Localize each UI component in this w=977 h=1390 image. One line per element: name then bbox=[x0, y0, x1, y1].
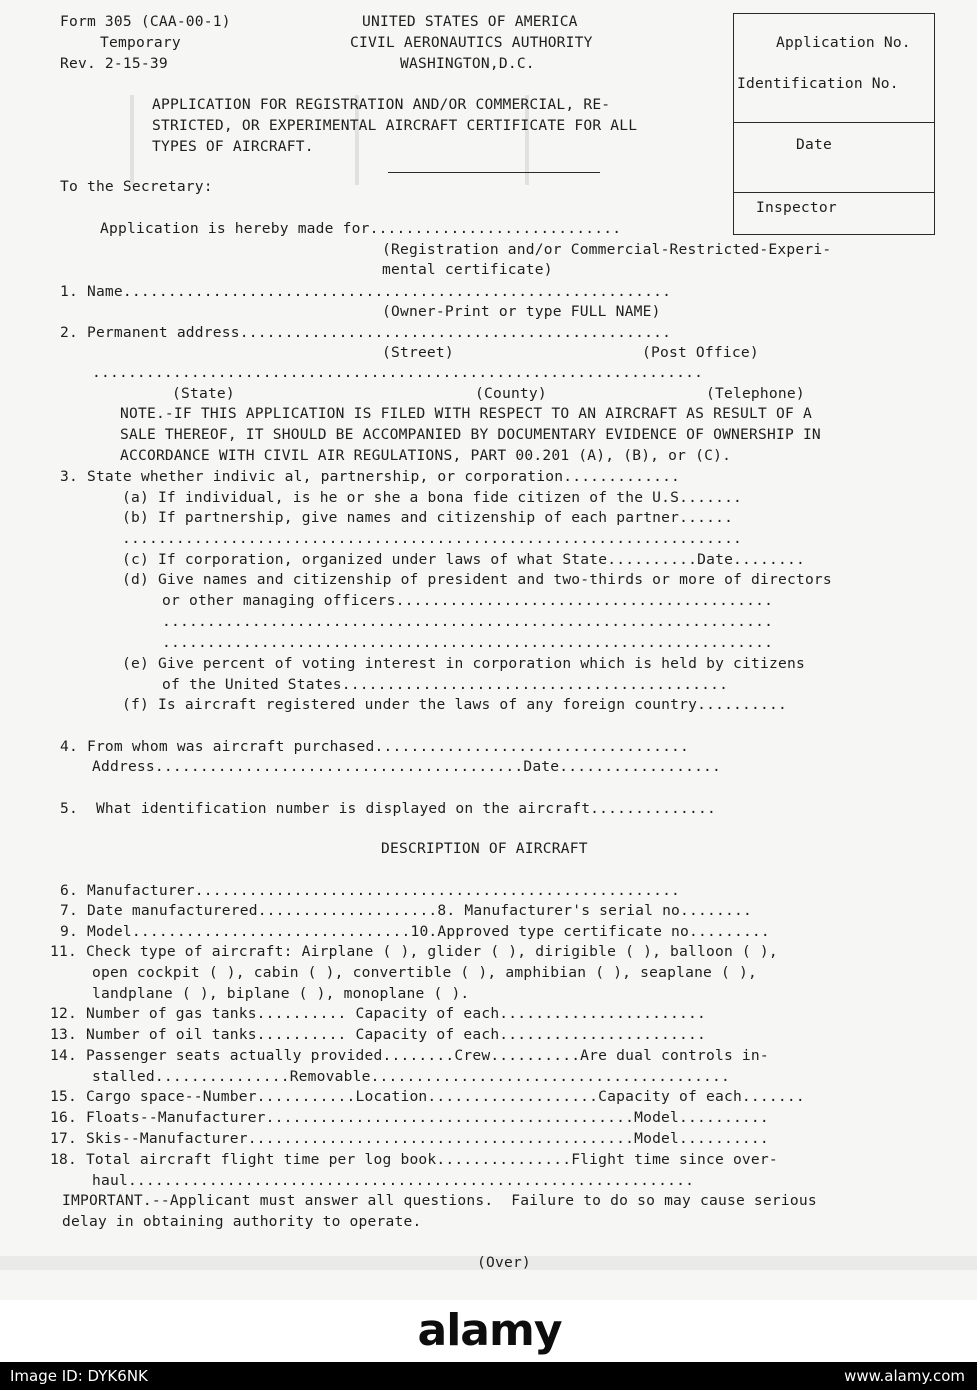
q3d-line-1: (d) Give names and citizenship of president and two-thirds or more of directors bbox=[122, 571, 832, 588]
date-manufactured-field[interactable]: 7. Date manufacturered....................8. Manufacturer's serial no........ bbox=[60, 902, 752, 919]
title-underline bbox=[388, 172, 600, 173]
name-hint: (Owner-Print or type FULL NAME) bbox=[382, 303, 661, 320]
telephone-hint: (Telephone) bbox=[706, 385, 805, 402]
form-title-line-3: TYPES OF AIRCRAFT. bbox=[152, 138, 314, 155]
application-for-hint-1: (Registration and/or Commercial-Restricted-Experi- bbox=[382, 241, 832, 258]
form-status: Temporary bbox=[100, 34, 181, 51]
note-line-1: NOTE.-IF THIS APPLICATION IS FILED WITH RESPECT TO AN AIRCRAFT AS RESULT OF A bbox=[120, 405, 812, 422]
purchased-from-field[interactable]: 4. From whom was aircraft purchased................................... bbox=[60, 738, 690, 755]
county-hint: (County) bbox=[475, 385, 547, 402]
permanent-address-field[interactable]: 2. Permanent address................................................ bbox=[60, 324, 672, 341]
aircraft-type-line-3[interactable]: landplane ( ), biplane ( ), monoplane ( ). bbox=[92, 985, 470, 1002]
name-field[interactable]: 1. Name............................................................. bbox=[60, 283, 672, 300]
q3c-corporation-field[interactable]: (c) If corporation, organized under laws of what State..........Date........ bbox=[122, 551, 805, 568]
dual-controls-field[interactable]: stalled...............Removable........................................ bbox=[92, 1068, 731, 1085]
agency-line-1: UNITED STATES OF AMERICA bbox=[362, 13, 578, 30]
form-title-line-1: APPLICATION FOR REGISTRATION AND/OR COMMERCIAL, RE- bbox=[152, 96, 611, 113]
seller-address-field[interactable]: Address.........................................Date.................. bbox=[92, 758, 722, 775]
note-line-3: ACCORDANCE WITH CIVIL AIR REGULATIONS, PART 00.201 (A), (B), or (C). bbox=[120, 447, 732, 464]
q3d-blank-line-1[interactable]: .................................................................... bbox=[162, 613, 774, 630]
form-revision: Rev. 2-15-39 bbox=[60, 55, 168, 72]
description-heading: DESCRIPTION OF AIRCRAFT bbox=[381, 840, 588, 857]
identification-number-field[interactable]: 5. What identification number is displayed on the aircraft.............. bbox=[60, 800, 716, 817]
agency-line-3: WASHINGTON,D.C. bbox=[400, 55, 535, 72]
q3f-foreign-field[interactable]: (f) Is aircraft registered under the laws of any foreign country.......... bbox=[122, 696, 787, 713]
form-number: Form 305 (CAA-00-1) bbox=[60, 13, 231, 30]
salutation: To the Secretary: bbox=[60, 178, 213, 195]
important-line-2: delay in obtaining authority to operate. bbox=[62, 1213, 422, 1230]
application-no-label: Application No. bbox=[776, 34, 911, 51]
image-id-label: Image ID: DYK6NK bbox=[10, 1367, 148, 1385]
overhaul-time-field[interactable]: haul............................................................... bbox=[92, 1172, 695, 1189]
note-line-2: SALE THEREOF, IT SHOULD BE ACCOMPANIED BY DOCUMENTARY EVIDENCE OF OWNERSHIP IN bbox=[120, 426, 821, 443]
state-hint: (State) bbox=[172, 385, 235, 402]
cargo-space-field[interactable]: 15. Cargo space--Number...........Location...................Capacity of each....... bbox=[50, 1088, 805, 1105]
manufacturer-field[interactable]: 6. Manufacturer...................................................... bbox=[60, 882, 681, 899]
q3e-line-1: (e) Give percent of voting interest in corporation which is held by citizens bbox=[122, 655, 805, 672]
over-label: (Over) bbox=[477, 1254, 531, 1271]
site-url: www.alamy.com bbox=[844, 1367, 965, 1385]
post-office-hint: (Post Office) bbox=[642, 344, 759, 361]
inspector-label: Inspector bbox=[756, 199, 837, 216]
form-title-line-2: STRICTED, OR EXPERIMENTAL AIRCRAFT CERTIFICATE FOR ALL bbox=[152, 117, 638, 134]
application-for-hint-2: mental certificate) bbox=[382, 261, 553, 278]
skis-field[interactable]: 17. Skis--Manufacturer...........................................Model.......... bbox=[50, 1130, 769, 1147]
aircraft-type-line-1[interactable]: 11. Check type of aircraft: Airplane ( ), glider ( ), dirigible ( ), balloon ( ), bbox=[50, 943, 778, 960]
passenger-seats-field[interactable]: 14. Passenger seats actually provided........Crew..........Are dual controls in- bbox=[50, 1047, 769, 1064]
q3b-partners-field[interactable]: (b) If partnership, give names and citizenship of each partner...... bbox=[122, 509, 734, 526]
application-for-field[interactable]: Application is hereby made for............................ bbox=[100, 220, 622, 237]
aircraft-type-line-2[interactable]: open cockpit ( ), cabin ( ), convertible ( ), amphibian ( ), seaplane ( ), bbox=[92, 964, 757, 981]
q3d-officers-field[interactable]: or other managing officers.......................................... bbox=[162, 592, 774, 609]
gas-tanks-field[interactable]: 12. Number of gas tanks.......... Capacity of each....................... bbox=[50, 1005, 706, 1022]
model-field[interactable]: 9. Model...............................10.Approved type certificate no......... bbox=[60, 923, 770, 940]
flight-time-field[interactable]: 18. Total aircraft flight time per log book...............Flight time since over- bbox=[50, 1151, 778, 1168]
q3b-blank-line[interactable]: ..................................................................... bbox=[122, 530, 743, 547]
identification-no-label: Identification No. bbox=[737, 75, 899, 92]
q3e-voting-field[interactable]: of the United States........................................... bbox=[162, 676, 729, 693]
q3d-blank-line-2[interactable]: .................................................................... bbox=[162, 634, 774, 651]
important-line-1: IMPORTANT.--Applicant must answer all questions. Failure to do so may cause serious bbox=[62, 1192, 817, 1209]
street-hint: (Street) bbox=[382, 344, 454, 361]
ownership-type-field[interactable]: 3. State whether indivic al, partnership, or corporation............. bbox=[60, 468, 681, 485]
floats-field[interactable]: 16. Floats--Manufacturer.........................................Model.......... bbox=[50, 1109, 769, 1126]
bleed-through-smudge bbox=[130, 95, 134, 185]
alamy-logo: alamy bbox=[417, 1305, 562, 1356]
address-blank-line[interactable]: .................................................................... bbox=[92, 364, 704, 381]
q3a-citizen-field[interactable]: (a) If individual, is he or she a bona fide citizen of the U.S....... bbox=[122, 489, 743, 506]
date-label: Date bbox=[796, 136, 832, 153]
oil-tanks-field[interactable]: 13. Number of oil tanks.......... Capacity of each....................... bbox=[50, 1026, 706, 1043]
agency-line-2: CIVIL AERONAUTICS AUTHORITY bbox=[350, 34, 593, 51]
